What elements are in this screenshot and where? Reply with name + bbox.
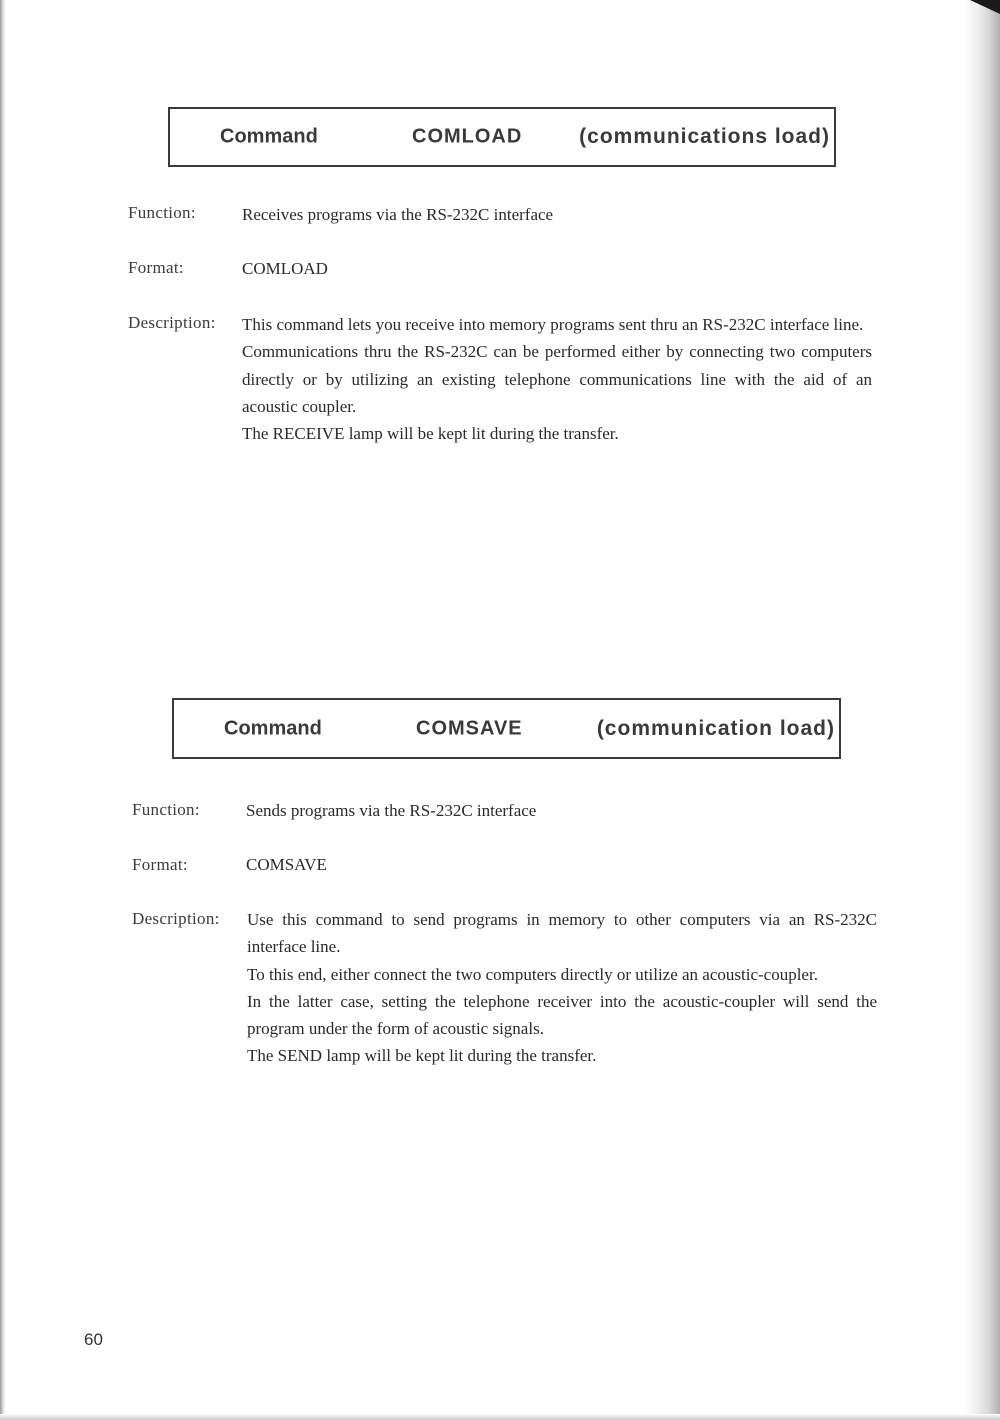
function-text: Receives programs via the RS-232C interface (242, 205, 554, 224)
description-paragraph: Use this command to send programs in memory to other computers via an RS-232C interface line. (247, 910, 877, 957)
command-header-comsave (172, 698, 841, 759)
description-label: Description: (128, 313, 216, 332)
description-label: Description: (132, 909, 220, 928)
command-description: (communication load) (596, 716, 835, 740)
command-name: COMLOAD (412, 125, 523, 148)
page-edge-left (0, 0, 6, 1420)
description-paragraph: This command lets you receive into memory programs sent thru an RS-232C interface line. (242, 315, 864, 334)
corner-mark (970, 0, 1000, 14)
format-label: Format: (128, 258, 184, 277)
description-text (242, 311, 872, 447)
function-label: Function: (128, 203, 196, 222)
description-paragraph: The RECEIVE lamp will be kept lit during the transfer. (242, 424, 619, 444)
description-paragraph: Communications thru the RS-232C can be performed either by connecting two computers directly or by utilizing an existing telephone communications line with the aid of an acoustic coupler. (242, 342, 872, 416)
format-label: Format: (132, 855, 188, 874)
command-header-comload (168, 107, 836, 167)
format-text: COMSAVE (246, 855, 327, 874)
command-description: (communications load) (579, 125, 830, 148)
page-edge-bottom (0, 1414, 1000, 1420)
description-paragraph: The SEND lamp will be kept lit during the transfer. (247, 1046, 597, 1066)
function-text: Sends programs via the RS-232C interface (246, 801, 537, 820)
description-text (247, 906, 877, 1070)
command-name: COMSAVE (416, 717, 523, 739)
page-edge-right (964, 0, 1000, 1420)
description-paragraph: To this end, either connect the two computers directly or utilize an acoustic-coupler. (247, 964, 818, 984)
function-label: Function: (132, 800, 200, 819)
page-number: 60 (84, 1330, 103, 1349)
format-text: COMLOAD (242, 259, 328, 278)
command-label: Command (220, 125, 318, 148)
command-label: Command (224, 717, 322, 739)
description-paragraph: In the latter case, setting the telephone receiver into the acoustic-coupler will send the program under the form of acoustic signals. (247, 991, 877, 1039)
